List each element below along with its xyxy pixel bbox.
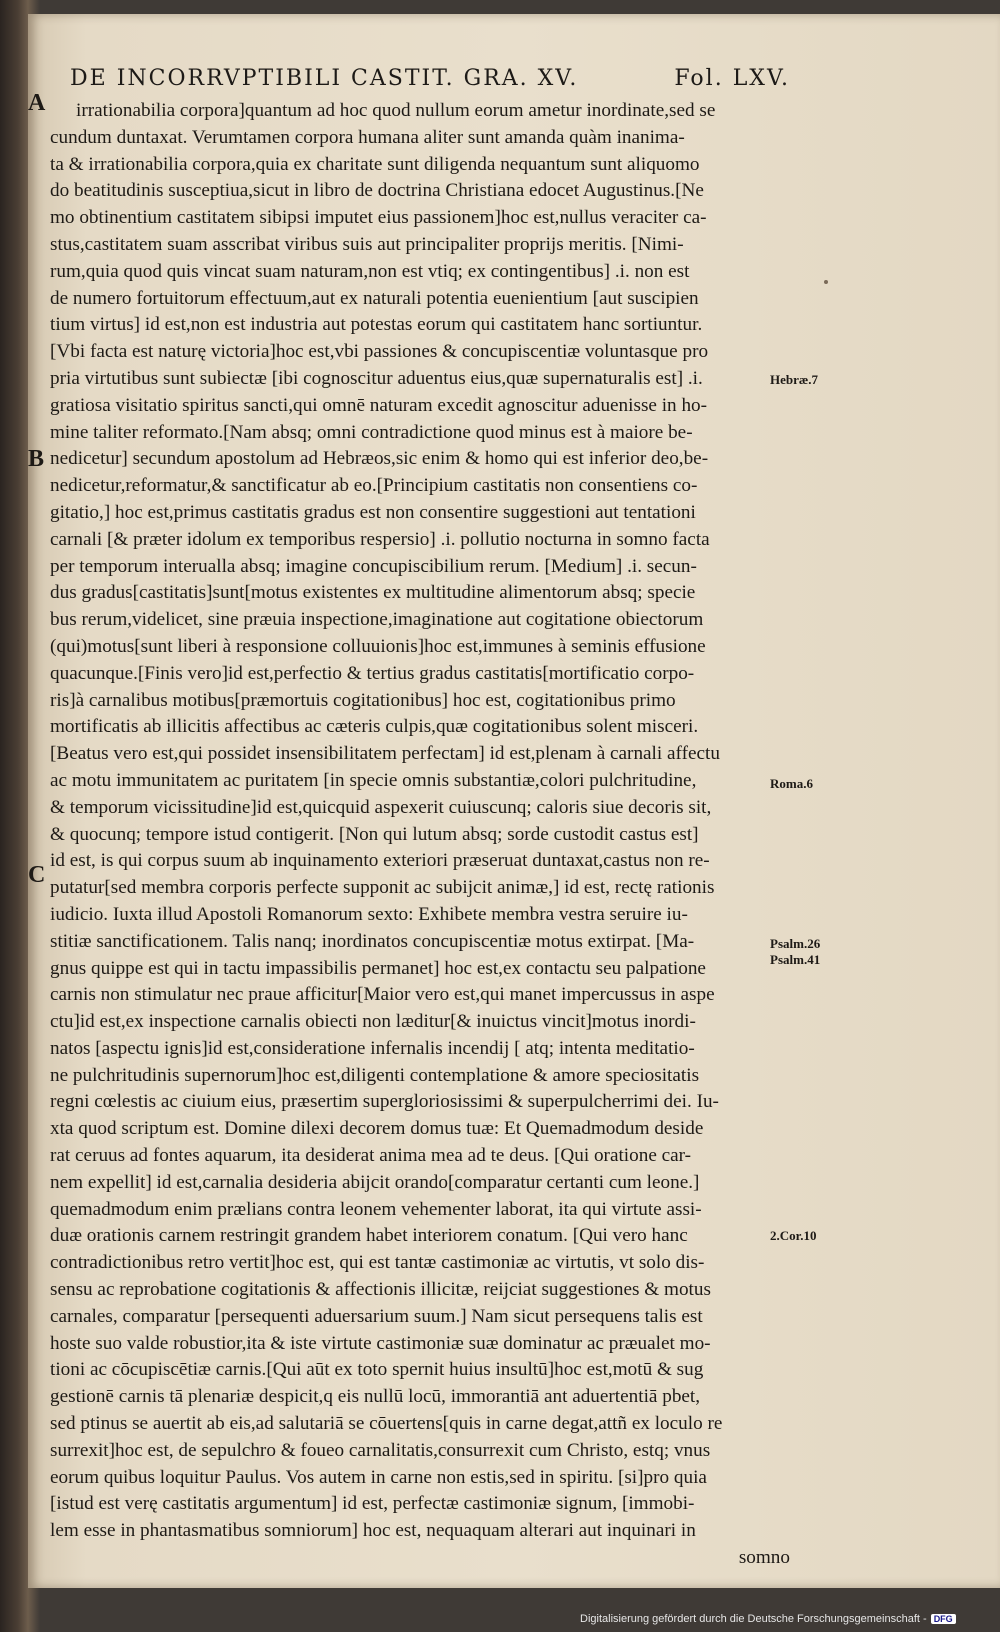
section-letter-b: B [28, 446, 45, 472]
text-line: dus gradus[castitatis]sunt[motus existentes ex multitudine alimentorum absq; specie [50, 582, 696, 604]
section-letter-a: A [28, 90, 46, 116]
text-line: carnales, comparatur [persequenti aduersarium suum.] Nam sicut persequens talis est [50, 1305, 703, 1327]
text-line: mo obtinentium castitatem sibipsi imputet eius passionem]hoc est,nullus veraciter ca- [50, 207, 707, 229]
text-line: duæ orationis carnem restringit grandem habet interiorem conatum. [Qui vero hanc [50, 1225, 688, 1247]
text-line: natos [aspectu ignis]id est,consideratione infernalis incendij [ atq; intenta meditatio- [50, 1037, 695, 1059]
text-line: ta & irrationabilia corpora,quia ex charitate sunt diligenda nequantum sunt aliquomo [50, 153, 700, 175]
text-line: xta quod scriptum est. Domine dilexi decorem domus tuæ: Et Quemadmodum deside [50, 1118, 704, 1140]
text-line: & temporum vicissitudine]id est,quicquid aspexerit cuiuscunq; caloris siue decoris sit, [50, 796, 712, 818]
margin-note-cor: 2.Cor.10 [770, 1228, 817, 1243]
text-line: mortificatis ab illicitis affectibus ac cæteris culpis,quæ cogitationibus solent misceri. [50, 716, 699, 738]
text-line: pria virtutibus sunt subiectæ [ibi cognoscitur aduentus eius,quæ supernaturalis est] .i. [50, 367, 703, 389]
text-line: rum,quia quod quis vincat suam naturam,non est vtiq; ex contingentibus] .i. non est [50, 260, 690, 282]
text-line: de numero fortuitorum effectuum,aut ex naturali potentia euenientium [aut suscipien [50, 287, 699, 309]
section-letter-c: C [28, 862, 46, 888]
text-line: irrationabilia corpora]quantum ad hoc quod nullum eorum ametur inordinate,sed se [76, 100, 716, 121]
book-page [28, 14, 1000, 1588]
text-line: ris]à carnalibus motibus[præmortuis cogitationibus] hoc est, cogitationibus primo [50, 689, 676, 711]
text-line: contradictionibus retro vertit]hoc est, qui est tantæ castimoniæ ac virtutis, vt solo dis- [50, 1252, 705, 1274]
text-line: putatur[sed membra corporis perfecte supponit ac subijcit animæ,] id est, rectę rationis [50, 877, 715, 899]
text-line: sed ptinus se auertit ab eis,ad salutariā se cōuertens[quis in carne degat,attñ ex loculo re [50, 1413, 723, 1435]
text-line: id est, is qui corpus suum ab inquinamento exteriori præseruat duntaxat,castus non re- [50, 850, 710, 872]
text-line: hoste suo valde robustior,ita & iste virtute castimoniæ suæ dominatur ac præualet mo- [50, 1332, 711, 1354]
text-line: carnali [& præter idolum ex temporibus respersio] .i. pollutio nocturna in somno facta [50, 528, 710, 550]
text-line: gitatio,] hoc est,primus castitatis gradus est non consentire suggestioni aut tentationi [50, 501, 696, 523]
text-line: cundum duntaxat. Verumtamen corpora humana aliter sunt amanda quàm inanima- [50, 126, 685, 148]
folio-number: Fol. LXV. [674, 66, 790, 91]
text-line: gnus quippe est qui in tactu impassibilis permanet] hoc est,ex contactu seu palpatione [50, 957, 706, 979]
text-line: mine taliter reformato.[Nam absq; omni contradictione quod minus est à maiore be- [50, 421, 693, 443]
margin-note-roma: Roma.6 [770, 776, 813, 791]
text-line: ac motu immunitatem ac puritatem [in specie omnis substantiæ,colori pulchritudine, [50, 769, 697, 791]
text-line: quacunque.[Finis vero]id est,perfectio & tertius gradus castitatis[mortificatio corpo- [50, 662, 695, 684]
text-line: nedicetur,reformatur,& sanctificatur ab eo.[Principium castitatis non consentiens co- [50, 475, 698, 497]
text-line: nem expellit] id est,carnalia desideria abijcit orando[comparatur certanti cum leone.] [50, 1171, 700, 1193]
margin-note-psalm-41: Psalm.41 [770, 952, 821, 967]
latin-commentary-text [50, 98, 790, 1572]
text-line: gestionē carnis tā plenariæ despicit,q eis nullū locū, immorantiā ant aduertentiā pbet, [50, 1386, 701, 1408]
text-line: rat ceruus ad fontes aquarum, ita desiderat anima mea ad te deus. [Qui oratione car- [50, 1145, 692, 1167]
text-line: eorum quibus loquitur Paulus. Vos autem in carne non estis,sed in spiritu. [si]pro quia [50, 1466, 707, 1488]
text-line: quemadmodum enim prælians contra leonem vehementer laborat, ita qui virtute assi- [50, 1198, 702, 1220]
text-line: per temporum interualla absq; imagine concupiscibilium rerum. [Medium] .i. secun- [50, 555, 697, 577]
margin-note-psalm-26: Psalm.26 [770, 936, 821, 951]
text-line: [Beatus vero est,qui possidet insensibilitatem perfectam] id est,plenam à carnali affectu [50, 743, 720, 765]
text-line: surrexit]hoc est, de sepulchro & foueo carnalitatis,consurrexit cum Christo, estq; vnus [50, 1439, 711, 1461]
margin-note-hebrae: Hebræ.7 [770, 372, 819, 387]
ink-speck [824, 280, 828, 284]
dfg-logo: DFG [931, 1614, 956, 1624]
text-line: & quocunq; tempore istud contigerit. [Non qui lutum absq; sorde custodit castus est] [50, 823, 699, 845]
text-line: do beatitudinis susceptiua,sicut in libro de doctrina Christiana edocet Augustinus.[Ne [50, 180, 704, 202]
text-line: iudicio. Iuxta illud Apostoli Romanorum sexto: Exhibete membra vestra seruire iu- [50, 903, 688, 925]
text-line: bus rerum,videlicet, sine præuia inspectione,imaginatione aut cogitatione obiectorum [50, 609, 704, 631]
text-line: [Vbi facta est naturę victoria]hoc est,vbi passiones & concupiscentiæ voluntasque pro [50, 341, 709, 363]
text-line: somno [738, 1547, 790, 1569]
text-line: lem esse in phantasmatibus somniorum] hoc est, nequaquam alterari aut inquinari in [50, 1520, 696, 1542]
text-line: (qui)motus[sunt liberi à responsione colluuionis]hoc est,immunes à seminis effusione [50, 635, 706, 657]
text-line: nedicetur] secundum apostolum ad Hebræos,sic enim & homo qui est inferior deo,be- [50, 448, 709, 470]
text-line: sensu ac reprobatione cogitationis & affectionis illicitæ, reijciat suggestiones & motus [50, 1279, 711, 1301]
text-line: [istud est verę castitatis argumentum] id est, perfectæ castimoniæ signum, [immobi- [50, 1493, 695, 1515]
running-header [70, 66, 790, 91]
text-line: ne pulchritudinis supernorum]hoc est,diligenti contemplatione & amore speciositatis [50, 1064, 700, 1086]
text-line: stitiæ sanctificationem. Talis nanq; inordinatos concupiscentiæ motus extirpat. [Ma- [50, 930, 695, 952]
text-line: stus,castitatem suam asscribat viribus suis aut principaliter proprijs meritis. [Nimi- [50, 233, 684, 255]
text-line: gratiosa visitatio spiritus sancti,qui omnē naturam excedit agnoscitur aduenisse in ho- [50, 394, 708, 416]
text-line: tium virtus] id est,non est industria aut potestas eorum qui castitatem hanc sortiuntur. [50, 314, 703, 336]
text-line: regni cœlestis ac ciuium eius, præsertim supergloriosissimi & superpulcherrimi dei. Iu- [50, 1091, 719, 1113]
digitization-footer [580, 1610, 956, 1628]
text-line: ctu]id est,ex inspectione carnalis obiecti non læditur[& inuictus vincit]motus inordi- [50, 1011, 696, 1033]
footer-credit: Digitalisierung gefördert durch die Deutsche Forschungsgemeinschaft - [580, 1613, 927, 1625]
text-line: tioni ac cōcupiscētiæ carnis.[Qui aūt ex toto spernit huius insultū]hoc est,motū & sug [50, 1359, 704, 1381]
header-title: DE INCORRVPTIBILI CASTIT. GRA. XV. [70, 66, 579, 91]
text-line: carnis non stimulatur nec praue afficitur[Maior vero est,qui manet impercussus in aspe [50, 984, 715, 1006]
